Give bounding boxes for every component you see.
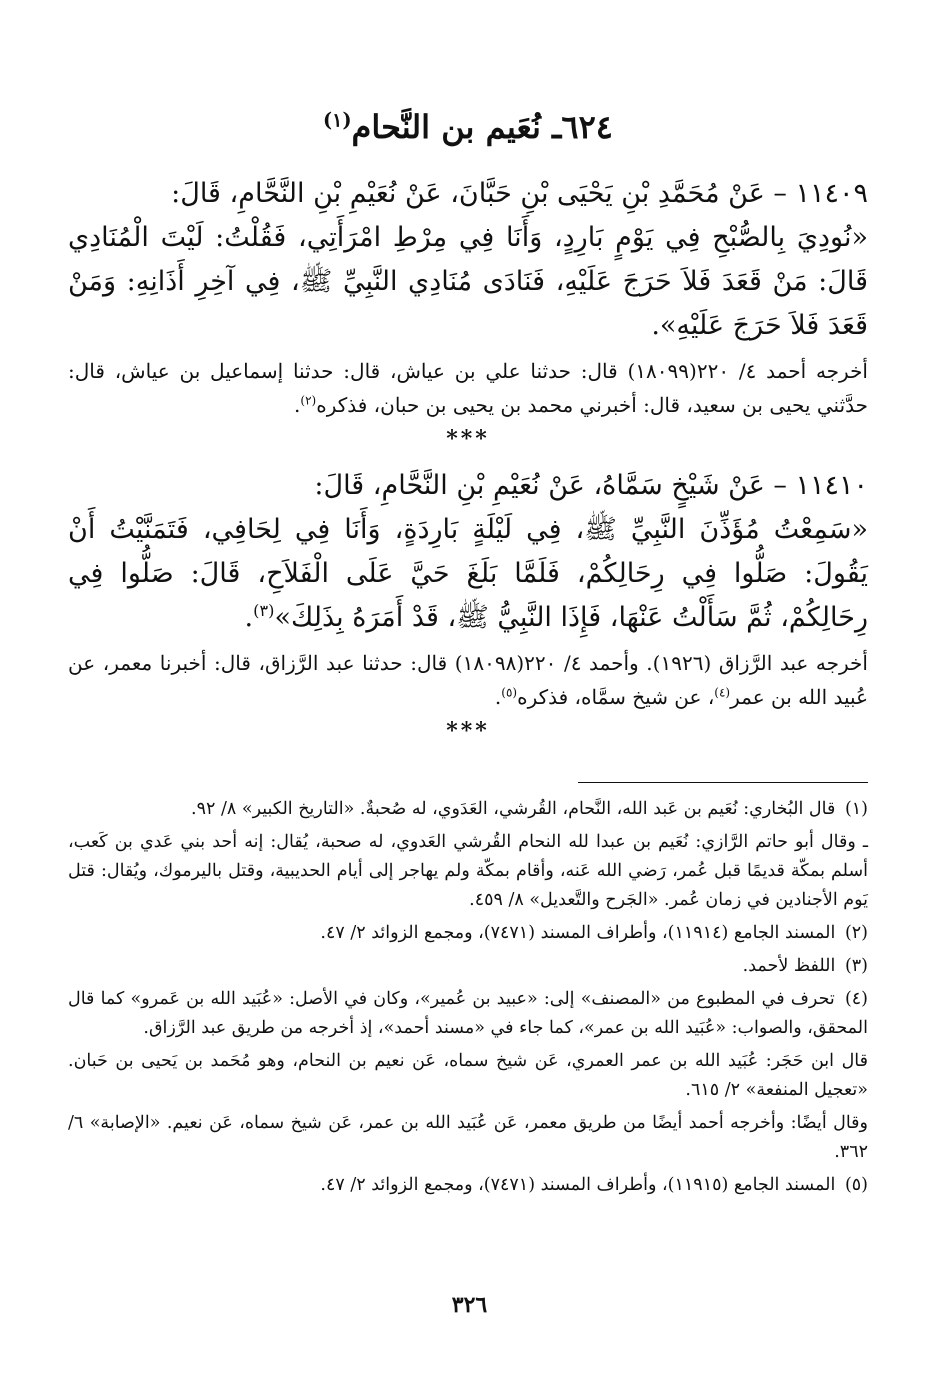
footnote-number: (٥)	[844, 1175, 868, 1195]
footnote-4	[68, 985, 868, 1043]
hadith-1410	[68, 464, 868, 714]
footnote-text: قال ابن حَجَر: عُبَيد الله بن عمر العمري، عَن شيخ سماه، عَن نعيم بن النحام، وهو مُحَمد بن يَحيى بن حَبان. «تعجيل المنفعة» ٢/ ٦١٥.	[68, 1051, 868, 1100]
section-separator: ***	[446, 426, 490, 452]
footnotes	[68, 795, 868, 1200]
footnote-text: قال البُخاري: نُعَيم بن عَبد الله، النَّحام، القُرشي، العَدَوي، له صُحبةٌ. «التاريخ الكبير» ٨/ ٩٢.	[191, 799, 836, 819]
section-separator: ***	[446, 718, 490, 744]
page-number: ٣٢٦	[451, 1292, 488, 1318]
footnote-number: (٣)	[844, 956, 868, 976]
footnote-text: ـ وقال أبو حاتم الرَّازي: نُعَيم بن عبدا لله النحام القُرشي العَدوي، له صحبة، يُقال: إنه أحد بني عَدي بن كَعب، أسلم بمكّة قديمًا قبل عُمر، رَضي الله عَنه، وأقام بمكّة ولم يهاجر إلى أيام الحديبية، وقتل باليرموك، ويُقال: قتل يَوم الأجنادين في زمان عُمر. «الجَرح والتَّعديل» ٨/ ٤٥٩.	[68, 832, 868, 910]
hadith-1409	[68, 172, 868, 422]
footnote-ref-2[interactable]: (٢)	[300, 393, 317, 408]
hadith-1410-takhrij-text-b: ، عن شيخ سمَّاه، فذكره	[517, 685, 715, 709]
footnote-ref-5[interactable]: (٥)	[501, 685, 518, 700]
footnote-text: المسند الجامع (١١٩١٤)، وأطراف المسند (٧٤٧١)، ومجمع الزوائد ٢/ ٤٧.	[320, 923, 836, 943]
footnote-text: وقال أيضًا: وأخرجه أحمد أيضًا من طريق معمر، عَن عُبَيد الله بن عمر، عَن شيخ سماه، عَن نعيم. «الإصابة» ٦/ ٣٦٢.	[68, 1113, 868, 1162]
hadith-1410-takhrij: أخرجه عبد الرَّزاق (١٩٢٦). وأحمد ٤/ ٢٢٠(١٨٠٩٨) قال: حدثنا عبد الرَّزاق، قال: أخبرنا معمر، عن عُبيد الله بن عمر$^{(٤)}$، عن شيخ سمَّاه، فذكره$^{(٥)}$.	[68, 651, 868, 709]
footnote-4-continued	[68, 1047, 868, 1105]
footnote-4-continued	[68, 1109, 868, 1167]
footnote-number: (١)	[844, 799, 868, 819]
hadith-1410-isnad: ١١٤١٠ – عَنْ شَيْخٍ سَمَّاهُ، عَنْ نُعَيْمِ بْنِ النَّحَّامِ، قَالَ:	[314, 470, 868, 501]
footnote-text: المسند الجامع (١١٩١٥)، وأطراف المسند (٧٤٧١)، ومجمع الزوائد ٢/ ٤٧.	[320, 1175, 836, 1195]
footnote-number: (٢)	[844, 923, 868, 943]
hadith-1409-takhrij: أخرجه أحمد ٤/ ٢٢٠(١٨٠٩٩) قال: حدثنا علي بن عياش، قال: حدثنا إسماعيل بن عياش، قال: حدَّثني يحيى بن سعيد، قال: أخبرني محمد بن يحيى بن حبان، فذكره$^{(٢)}$.	[68, 359, 868, 417]
footnote-number: (٤)	[844, 989, 868, 1009]
footnote-3	[68, 952, 868, 981]
hadith-1409-takhrij-text: أخرجه أحمد ٤/ ٢٢٠(١٨٠٩٩) قال: حدثنا علي بن عياش، قال: حدثنا إسماعيل بن عياش، قال: حدَّثني يحيى بن سعيد، قال: أخبرني محمد بن يحيى بن حبان، فذكره	[68, 359, 868, 417]
footnote-2	[68, 919, 868, 948]
hadith-1410-matn-text: «سَمِعْتُ مُؤَذِّنَ النَّبِيِّ ﷺ، فِي لَيْلَةٍ بَارِدَةٍ، وَأَنَا فِي لِحَافِي، فَتَمَنَّيْتُ أَنْ يَقُولَ: صَلُّوا فِي رِحَالِكُمْ، فَلَمَّا بَلَغَ حَيَّ عَلَى الْفَلاَحِ، قَالَ: صَلُّوا فِي رِحَالِكُمْ، ثُمَّ سَأَلْتُ عَنْهَا، فَإِذَا النَّبِيُّ ﷺ، قَدْ أَمَرَهُ بِذَلِكَ»	[68, 514, 868, 633]
footnote-1	[68, 795, 868, 824]
chapter-title-footnote-ref[interactable]: (١)	[323, 108, 352, 132]
footnote-5	[68, 1171, 868, 1200]
chapter-title-text: ٦٢٤ـ نُعَيم بن النَّحام	[351, 108, 613, 146]
footnote-ref-4[interactable]: (٤)	[714, 685, 731, 700]
footnote-ref-3[interactable]: (٣)	[253, 601, 275, 620]
chapter-title	[68, 108, 868, 146]
hadith-1410-matn: «سَمِعْتُ مُؤَذِّنَ النَّبِيِّ ﷺ، فِي لَيْلَةٍ بَارِدَةٍ، وَأَنَا فِي لِحَافِي، فَتَمَنَّيْتُ أَنْ يَقُولَ: صَلُّوا فِي رِحَالِكُمْ، فَلَمَّا بَلَغَ حَيَّ عَلَى الْفَلاَحِ، قَالَ: صَلُّوا فِي رِحَالِكُمْ، ثُمَّ سَأَلْتُ عَنْهَا، فَإِذَا النَّبِيُّ ﷺ، قَدْ أَمَرَهُ بِذَلِكَ»$^{(٣)}$.	[68, 514, 868, 633]
page-body	[68, 100, 868, 1204]
footnote-text: اللفظ لأحمد.	[742, 956, 836, 976]
hadith-1410-takhrij-text-a: أخرجه عبد الرَّزاق (١٩٢٦). وأحمد ٤/ ٢٢٠(١٨٠٩٨) قال: حدثنا عبد الرَّزاق، قال: أخبرنا معمر، عن عُبيد الله بن عمر	[68, 651, 868, 709]
hadith-1409-matn: «نُودِيَ بِالصُّبْحِ فِي يَوْمٍ بَارِدٍ، وَأَنَا فِي مِرْطِ امْرَأَتِي، فَقُلْتُ: لَيْتَ الْمُنَادِي قَالَ: مَنْ قَعَدَ فَلاَ حَرَجَ عَلَيْهِ، فَنَادَى مُنَادِي النَّبِيِّ ﷺ، فِي آخِرِ أَذَانِهِ: وَمَنْ قَعَدَ فَلاَ حَرَجَ عَلَيْهِ».	[68, 222, 868, 341]
hadith-1409-isnad: ١١٤٠٩ – عَنْ مُحَمَّدِ بْنِ يَحْيَى بْنِ حَبَّانَ، عَنْ نُعَيْمِ بْنِ النَّحَّامِ، قَالَ:	[171, 178, 868, 209]
footnote-divider	[578, 782, 868, 783]
footnote-text: تحرف في المطبوع من «المصنف» إلى: «عبيد بن عُمير»، وكان في الأصل: «عُبَيد الله بن عَمرو» كما قال المحقق، والصواب: «عُبَيد الله بن عمر»، كما جاء في «مسند أحمد»، إذ أخرجه من طريق عبد الرَّزاق.	[68, 989, 868, 1038]
footnote-1-continued	[68, 828, 868, 915]
